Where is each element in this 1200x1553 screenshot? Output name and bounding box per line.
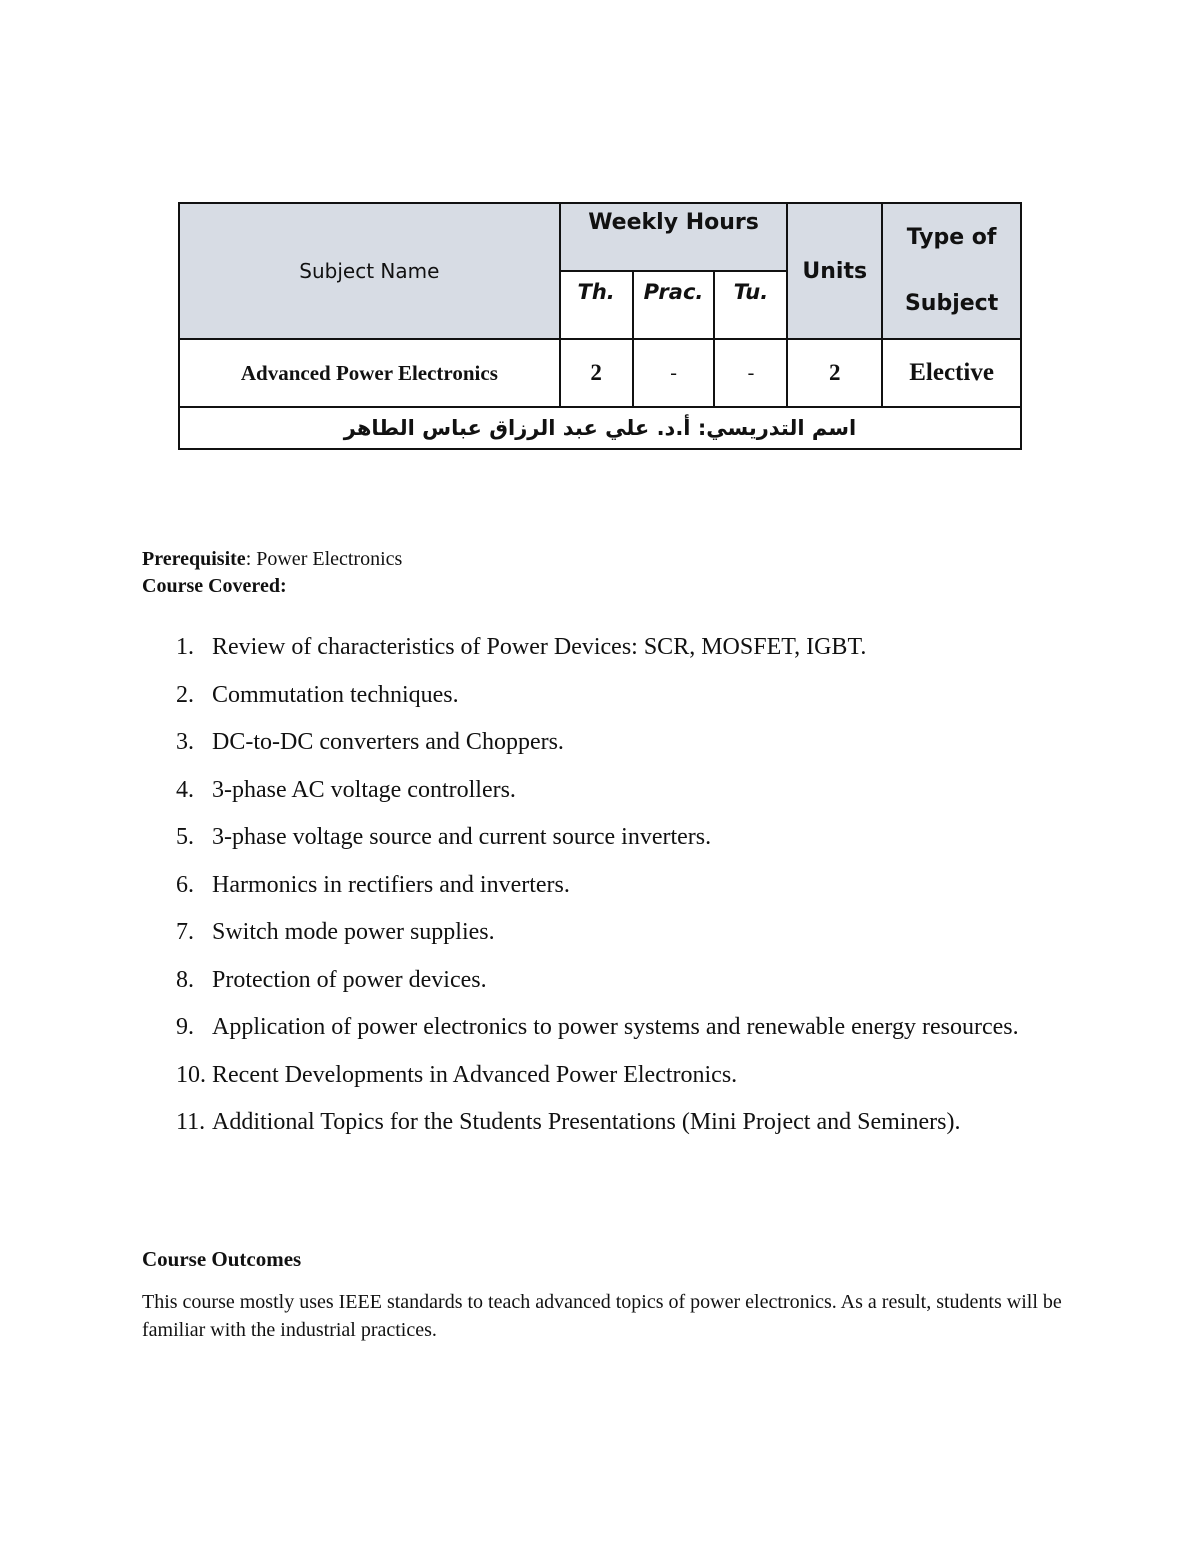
list-item-text: Recent Developments in Advanced Power Electronics. (212, 1061, 738, 1088)
list-item-number: 2. (176, 681, 194, 708)
units-header: Units (787, 203, 882, 339)
prerequisite-label: Prerequisite (142, 548, 246, 570)
list-item-number: 5. (176, 824, 194, 850)
list-item (142, 814, 1062, 862)
units-value: 2 (787, 339, 882, 407)
course-covered-label: Course Covered: (142, 575, 287, 597)
subject-value: Advanced Power Electronics (179, 339, 560, 407)
list-item-text: 3-phase voltage source and current source inverters. (212, 824, 712, 850)
topics-list (142, 624, 1062, 1147)
list-item-number: 3. (176, 729, 194, 755)
instructor-name: اسم التدريسي: أ.د. علي عبد الرزاق عباس الطاهر (179, 407, 1021, 449)
practical-hours-value: - (633, 339, 715, 407)
type-of-subject-header (882, 203, 1021, 339)
list-item-number: 10. (176, 1061, 206, 1088)
list-item (142, 862, 1062, 910)
list-item-number: 8. (176, 966, 194, 993)
list-item-number: 1. (176, 634, 194, 660)
theory-hours-value: 2 (560, 339, 633, 407)
list-item (142, 957, 1062, 1005)
list-item-number: 9. (176, 1014, 194, 1040)
list-item (142, 767, 1062, 815)
list-item-number: 4. (176, 776, 194, 803)
list-item-text: Application of power electronics to power systems and renewable energy resources. (212, 1014, 1019, 1040)
list-item-text: Additional Topics for the Students Presentations (Mini Project and Seminers). (212, 1109, 961, 1135)
subject-name-header: Subject Name (179, 203, 560, 339)
list-item (142, 719, 1062, 767)
course-outcomes-heading: Course Outcomes (142, 1247, 302, 1271)
tutorial-hours-value: - (714, 339, 787, 407)
list-item (142, 672, 1062, 720)
list-item (142, 624, 1062, 672)
type-header-line2: Subject (904, 291, 999, 316)
prerequisite-value: : Power Electronics (245, 548, 403, 570)
list-item-text: Review of characteristics of Power Devices: SCR, MOSFET, IGBT. (212, 634, 867, 660)
list-item-text: 3-phase AC voltage controllers. (212, 776, 516, 803)
theory-header: Th. (560, 271, 633, 339)
list-item-number: 6. (176, 871, 194, 898)
list-item-text: Commutation techniques. (212, 681, 459, 708)
list-item-text: DC-to-DC converters and Choppers. (212, 729, 564, 755)
list-item (142, 1099, 1062, 1147)
list-item-text: Protection of power devices. (212, 966, 487, 993)
course-info-table (178, 202, 1022, 450)
type-value: Elective (882, 339, 1021, 407)
list-item-number: 7. (176, 919, 194, 945)
practical-header: Prac. (633, 271, 715, 339)
type-header-line1: Type of (906, 225, 997, 250)
prerequisite-line (142, 546, 402, 573)
course-outcomes-text: This course mostly uses IEEE standards to teach advanced topics of power electronics. As a result, students will be familiar with the industrial practices. (142, 1291, 1062, 1341)
weekly-hours-header: Weekly Hours (560, 203, 788, 271)
list-item-number: 11. (176, 1109, 206, 1135)
list-item (142, 1004, 1062, 1052)
list-item (142, 909, 1062, 957)
list-item-text: Harmonics in rectifiers and inverters. (212, 871, 570, 898)
list-item-text: Switch mode power supplies. (212, 919, 495, 945)
list-item (142, 1052, 1062, 1100)
tutorial-header: Tu. (714, 271, 787, 339)
